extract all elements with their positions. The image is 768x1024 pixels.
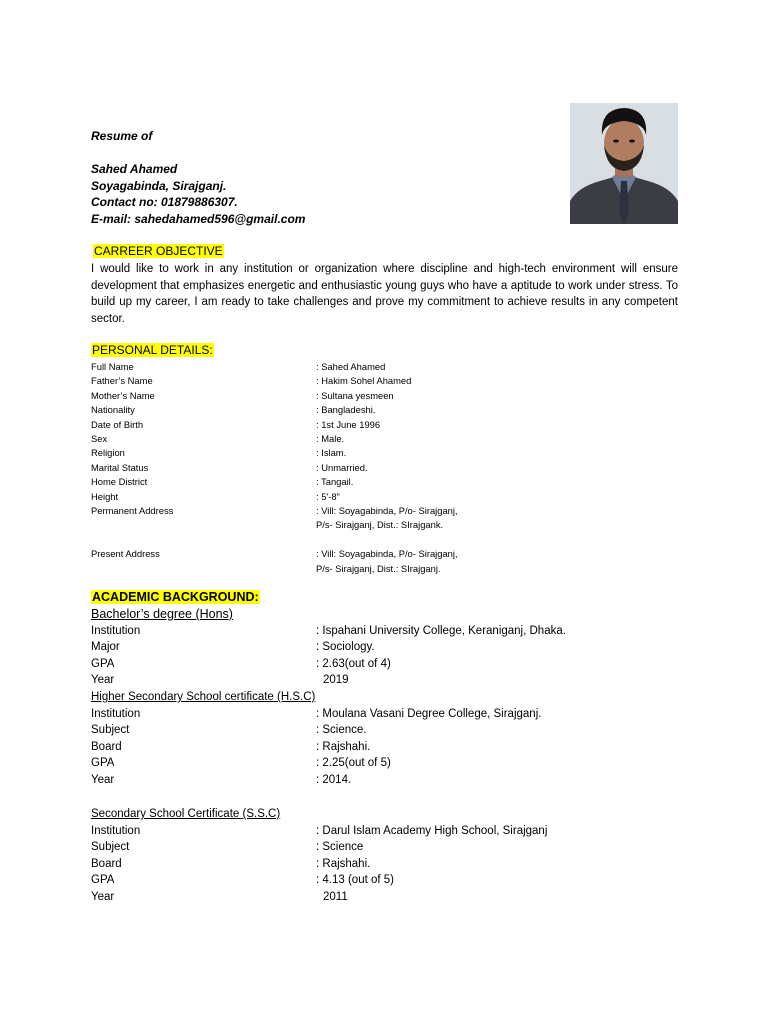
- row-label: Nationality: [91, 404, 135, 416]
- row-label: Full Name: [91, 361, 134, 372]
- row-label: Date of Birth: [91, 418, 144, 430]
- table-row: [91, 772, 673, 789]
- ssc-section: [91, 806, 673, 906]
- row-value: : Hakim Sohel Ahamed: [316, 375, 412, 387]
- row-value: : Unmarried.: [316, 461, 368, 473]
- table-row: [91, 839, 673, 856]
- row-value: 2019: [323, 674, 349, 687]
- row-value: : Rajshahi.: [316, 740, 371, 753]
- row-value: : Vill: Soyagabinda, P/o- Sirajganj,: [316, 505, 458, 517]
- table-row: [91, 504, 576, 518]
- row-label: Present Address: [91, 548, 160, 560]
- row-label: GPA: [91, 874, 115, 887]
- row-value: 2011: [323, 890, 348, 903]
- table-row: [91, 518, 576, 532]
- row-label: Height: [91, 490, 119, 502]
- ssc-title: Secondary School Certificate (S.S.C): [91, 808, 281, 820]
- row-value: : Ispahani University College, Keraniganj, Dhaka.: [316, 624, 566, 637]
- row-value: : Science: [316, 841, 364, 854]
- table-row: [91, 418, 576, 432]
- table-row: [91, 490, 576, 504]
- row-label: Permanent Address: [91, 505, 174, 517]
- objective-text: I would like to work in any institution or organization where discipline and high-tech environment will ensure development that emphasizes energetic and enthusiastic young guys who have a aptitude to work under stress. To build up my career, I am ready to take challenges and prove my commitment to achieve results in any competent sector.: [91, 263, 678, 325]
- table-row: [91, 623, 673, 640]
- table-row: [91, 360, 576, 374]
- row-value: : 2.25(out of 5): [316, 757, 391, 770]
- row-value: : 4.13 (out of 5): [316, 874, 394, 887]
- row-value: P/s- Sirajganj, Dist.: SIrajganj.: [316, 562, 441, 574]
- row-label: Major: [91, 641, 120, 654]
- table-row: [91, 872, 673, 889]
- table-row: [91, 389, 576, 403]
- row-label: Father’s Name: [91, 375, 153, 387]
- table-row: [91, 755, 673, 772]
- table-row: [91, 562, 576, 576]
- objective-title: CARREER OBJECTIVE: [94, 244, 223, 258]
- table-row: [91, 403, 576, 417]
- bachelor-section: [91, 606, 673, 789]
- row-label: Year: [91, 674, 115, 687]
- row-value: : Tangail.: [316, 476, 354, 488]
- table-row: [91, 722, 673, 739]
- profile-photo-graphic: [570, 103, 678, 224]
- table-row: [91, 706, 673, 723]
- personal-details-title: PERSONAL DETAILS:: [92, 343, 213, 357]
- row-label: Institution: [91, 824, 141, 837]
- row-value: : Moulana Vasani Degree College, Sirajganj.: [316, 707, 542, 720]
- row-label: Religion: [91, 447, 125, 459]
- row-label: Subject: [91, 724, 130, 737]
- row-value: : Rajshahi.: [316, 857, 371, 870]
- resume-of-label: Resume of: [91, 129, 153, 143]
- table-row: [91, 656, 673, 673]
- row-label: Sex: [91, 433, 108, 445]
- row-label: Subject: [91, 841, 130, 854]
- row-label: Board: [91, 857, 122, 870]
- row-label: Institution: [91, 707, 141, 720]
- row-value: : 1st June 1996: [316, 418, 381, 430]
- row-value: : Science.: [316, 724, 367, 737]
- row-value: : Sultana yesmeen: [316, 389, 394, 401]
- personal-details-table: [91, 360, 576, 576]
- academic-title: ACADEMIC BACKGROUND:: [92, 590, 259, 604]
- bachelor-title: Bachelor’s degree (Hons): [91, 607, 233, 621]
- row-label: Mother’s Name: [91, 389, 155, 401]
- table-row: [91, 823, 673, 840]
- row-label: [91, 518, 316, 532]
- row-value: : Bangladeshi.: [316, 404, 376, 416]
- table-row: [91, 739, 673, 756]
- candidate-email: E-mail: sahedahamed596@gmail.com: [91, 211, 306, 226]
- row-value: P/s- Sirajganj, Dist.: SIrajgank.: [316, 519, 444, 531]
- row-label: Year: [91, 773, 115, 786]
- table-row: [91, 889, 673, 906]
- row-value: : Vill: Soyagabinda, P/o- Sirajganj,: [316, 548, 458, 560]
- row-value: : 5'-8": [316, 490, 340, 502]
- row-value: : Darul Islam Academy High School, Sirajganj: [316, 824, 548, 837]
- row-spacer: [91, 533, 576, 547]
- table-row: [91, 856, 673, 873]
- row-label: Marital Status: [91, 461, 149, 473]
- profile-photo: [570, 103, 678, 224]
- row-label: Year: [91, 890, 115, 903]
- table-row: [91, 547, 576, 561]
- row-label: GPA: [91, 757, 115, 770]
- row-label: Board: [91, 740, 122, 753]
- row-value: : Sahed Ahamed: [316, 361, 386, 372]
- table-row: [91, 432, 576, 446]
- row-value: : 2.63(out of 4): [316, 657, 391, 670]
- table-row: [91, 672, 673, 689]
- resume-header: [91, 128, 305, 227]
- table-row: [91, 475, 576, 489]
- row-value: : Islam.: [316, 447, 347, 459]
- row-label: GPA: [91, 657, 115, 670]
- candidate-contact: Contact no: 01879886307.: [91, 195, 238, 209]
- row-value: : Sociology.: [316, 641, 375, 654]
- table-row: [91, 639, 673, 656]
- table-row: [91, 446, 576, 460]
- row-label: [91, 562, 316, 576]
- row-value: : Male.: [316, 433, 345, 445]
- candidate-address: Soyagabinda, Sirajganj.: [91, 178, 227, 193]
- row-label: Institution: [91, 624, 141, 637]
- candidate-name: Sahed Ahamed: [91, 162, 178, 176]
- table-row: [91, 374, 576, 388]
- hsc-title: Higher Secondary School certificate (H.S.C): [91, 690, 316, 703]
- table-row: [91, 461, 576, 475]
- row-value: : 2014.: [316, 773, 352, 786]
- row-label: Home District: [91, 476, 148, 488]
